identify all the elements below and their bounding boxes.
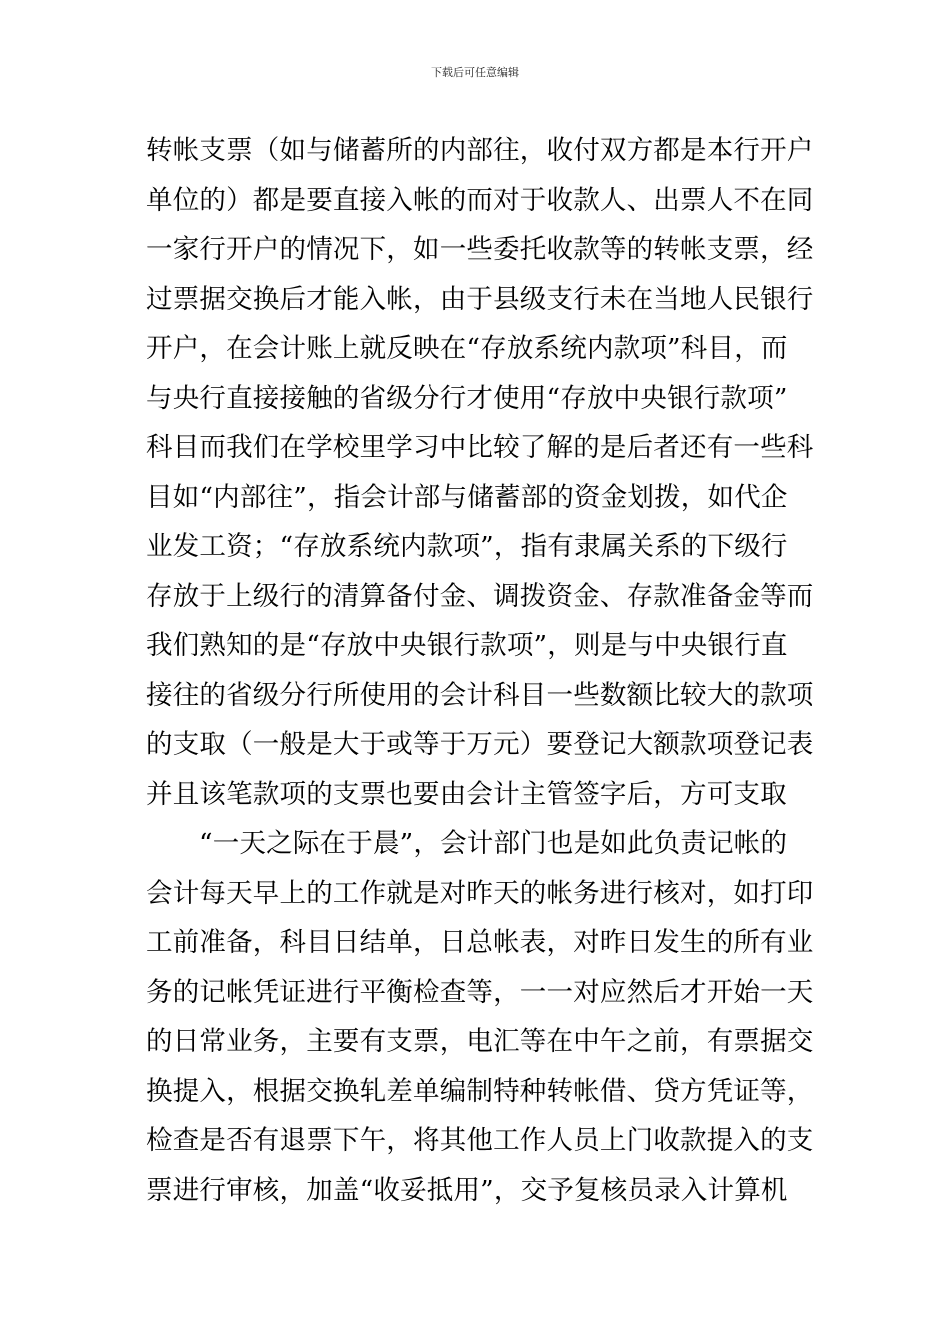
text-line: 一家行开户的情况下，如一些委托收款等的转帐支票，经 bbox=[146, 234, 814, 265]
text-line: 目如“内部往”，指会计部与储蓄部的资金划拨，如代企 bbox=[146, 481, 788, 513]
text-line: 存放于上级行的清算备付金、调拨资金、存款准备金等而 bbox=[146, 580, 814, 612]
text-line: 的日常业务，主要有支票，电汇等在中午之前，有票据交 bbox=[146, 1026, 814, 1057]
text-line: 过票据交换后才能入帐，由于县级支行未在当地人民银行 bbox=[146, 283, 814, 315]
page-header: 下载后可任意编辑 bbox=[431, 66, 519, 79]
text-line: 单位的）都是要直接入帐的而对于收款人、出票人不在同 bbox=[146, 184, 814, 216]
text-line: 票进行审核，加盖“收妥抵用”，交予复核员录入计算机 bbox=[146, 1174, 788, 1206]
text-line: 与央行直接接触的省级分行才使用“存放中央银行款项” bbox=[146, 382, 788, 414]
text-line: 转帐支票（如与储蓄所的内部往，收付双方都是本行开户 bbox=[146, 135, 814, 166]
text-line: 检查是否有退票下午，将其他工作人员上门收款提入的支 bbox=[146, 1125, 814, 1156]
text-line: 我们熟知的是“存放中央银行款项”，则是与中央银行直 bbox=[146, 630, 788, 661]
text-line: 接往的省级分行所使用的会计科目一些数额比较大的款项 bbox=[146, 679, 814, 711]
text-line: 的支取（一般是大于或等于万元）要登记大额款项登记表 bbox=[146, 729, 814, 760]
text-line: 换提入，根据交换轧差单编制特种转帐借、贷方凭证等， bbox=[146, 1075, 814, 1107]
text-line: 会计每天早上的工作就是对昨天的帐务进行核对，如打印 bbox=[146, 877, 814, 909]
text-line: 工前准备，科目日结单，日总帐表，对昨日发生的所有业 bbox=[146, 927, 814, 958]
text-line: 并且该笔款项的支票也要由会计主管签字后，方可支取 bbox=[146, 778, 787, 810]
paragraph-start-line: “一天之际在于晨”，会计部门也是如此负责记帐的 bbox=[199, 828, 788, 859]
body-text bbox=[146, 126, 816, 1215]
text-line: 务的记帐凭证进行平衡检查等，一一对应然后才开始一天 bbox=[146, 976, 814, 1008]
text-line: 科目而我们在学校里学习中比较了解的是后者还有一些科 bbox=[146, 432, 814, 463]
text-line: 开户，在会计账上就反映在“存放系统内款项”科目，而 bbox=[146, 333, 788, 364]
text-line: 业发工资；“存放系统内款项”，指有隶属关系的下级行 bbox=[146, 531, 788, 562]
